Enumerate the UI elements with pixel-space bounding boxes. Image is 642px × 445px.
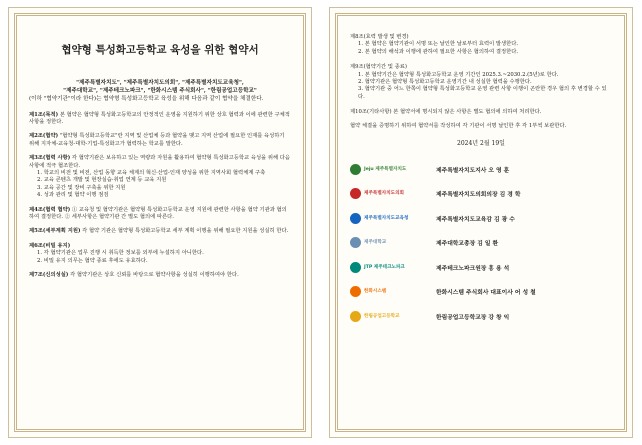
org-emblem-icon [350, 188, 361, 199]
article-heading: 제8조(효력 발생 및 변경) [350, 34, 409, 40]
article-body [29, 112, 291, 127]
article-item: 3. 협약기관 중 어느 한쪽이 협약형 특성화고등학교 운영 관련 사항 이행이 곤란한 경우 협의 후 변경할 수 있다. [358, 86, 607, 100]
signatory-name: 제주특별자치도의회의장 김 경 학 [436, 192, 521, 199]
article-heading: 제7조(신의성실) [29, 272, 69, 279]
article-item: 2. 본 협약의 해석과 이행에 관하여 필요한 사항은 협의하여 결정한다. [358, 48, 519, 55]
org-logo-text: 제주대학교 [364, 240, 387, 246]
page-border [14, 13, 306, 432]
signature-logo-cell [350, 157, 420, 182]
document-title: 협약형 특성화고등학교 육성을 위한 협약서 [61, 44, 259, 56]
org-logo [350, 286, 420, 297]
org-logo [350, 188, 420, 199]
signatory-name: 제주특별자치도교육감 김 광 수 [436, 216, 515, 223]
signatory-name: 제주특별자치도지사 오 영 훈 [436, 167, 510, 174]
article-list [350, 34, 612, 101]
signature-logo-cell [350, 280, 420, 305]
closing-statement: 협약 체결을 증명하기 위하여 협약서를 작성하여 각 기관이 서명 날인한 후 각 1부씩 보관한다. [350, 122, 567, 129]
signature-row [350, 255, 612, 280]
agreement-page-right [329, 7, 633, 438]
article-heading: 제1조(목적) [29, 111, 59, 118]
article-heading: 제4조(협력 협약) [29, 206, 71, 213]
article-heading: 제3조(협력 사항) [29, 155, 71, 162]
article-item: 1. 본 협약은 협약기관이 서명 또는 날인한 날로부터 효력이 발생한다. [358, 41, 519, 48]
article-5 [29, 228, 291, 235]
signature-row [350, 182, 612, 207]
signature-logo-cell [350, 182, 420, 207]
org-emblem-icon [350, 262, 361, 273]
article-7 [29, 272, 291, 279]
org-logo [350, 237, 420, 248]
org-emblem-icon [350, 164, 361, 175]
org-logo-text: 한림공업고등학교 [364, 313, 400, 319]
article-item: 1. 각 협약기관은 업무 진행 시 취득한 정보를 외부에 누설하지 아니한다. [37, 250, 204, 257]
article-item: 2. 교육 콘텐츠 개발 및 현장실습·취업 연계 등 교육 지원 [37, 177, 167, 184]
article-3 [29, 155, 291, 199]
article-heading: 제2조(협약) [29, 133, 59, 140]
article-9 [350, 64, 612, 101]
intro-paragraph [29, 79, 291, 104]
article-item: 1. 본 협약기간은 협약형 특성화고등학교 운영 기간인 2025.3.~2030.2.(5년)로 한다. [358, 71, 559, 78]
signature-row [350, 206, 612, 231]
signature-logo-cell [350, 231, 420, 256]
article-4 [29, 207, 291, 222]
signature-row [350, 280, 612, 305]
signature-row [350, 304, 612, 329]
parties-line-1: "제주특별자치도", "제주특별자치도의회", "제주특별자치도교육청", [76, 80, 244, 86]
org-logo-text: 제주특별자치도의회 [364, 191, 404, 197]
article-text: 본 협약은 협약형 특성화고등학교의 안정적인 운영을 지원하기 위한 상호 협력과 이에 관련한 구체적 사항을 정한다. [29, 111, 290, 126]
article-text: 각 협약기관은 보유하고 있는 역량과 자원을 활용하여 협약형 특성화고등학교 육성을 위해 다음 사항에 적극 협조한다. [29, 155, 291, 169]
article-6 [29, 243, 291, 265]
org-logo [350, 262, 420, 273]
intro-text: (이하 "협약기관"이라 한다)는 협약형 특성화고등학교 육성을 위해 다음과 같이 협약을 체결한다. [29, 96, 264, 103]
article-item: 3. 교육 공간 및 장비 구축을 위한 지원 [37, 184, 126, 191]
article-heading: 제6조(비밀 유지) [29, 242, 71, 249]
signature-row [350, 231, 612, 256]
article-heading: 제9조(협약기간 및 종료) [350, 64, 407, 71]
article-item: 2. 비밀 유지 의무는 협약 종료 후에도 유효하다. [37, 257, 148, 264]
page-border [335, 13, 627, 432]
org-emblem-icon [350, 237, 361, 248]
signatory-name: 한림공업고등학교장 강 창 익 [436, 314, 510, 321]
article-item: 1. 학교의 비전 및 비전, 산업 동향 교육 체계의 혁신·산업-인재 양성을 위한 지역사회 협력체계 구축 [37, 170, 266, 177]
org-logo-text: 제주특별자치도교육청 [364, 215, 409, 221]
article-text: 각 협약기관은 상호 신뢰를 바탕으로 협약사항을 성실히 이행하여야 한다. [68, 272, 239, 279]
signatory-name: 한화시스템 주식회사 대표이사 어 성 철 [436, 290, 536, 297]
article-list [29, 112, 291, 280]
article-body [29, 155, 291, 170]
article-text: 각 협약 기관은 협약형 특성화고등학교 세부 계획 이행을 위해 필요한 지원을 성실히 한다. [80, 228, 289, 235]
org-emblem-icon [350, 213, 361, 224]
article-1 [29, 112, 291, 127]
article-body [29, 272, 291, 279]
signatory-name: 제주대학교총장 김 일 환 [436, 241, 499, 248]
article-8 [350, 34, 612, 56]
signature-logo-cell [350, 255, 420, 280]
agreement-page-left [8, 7, 312, 438]
parties-line-2: "제주대학교", "제주테크노파크", "한화시스템 주식회사", "한림공업고등학교" [63, 88, 257, 95]
org-logo-text: JTP 제주테크노파크 [364, 264, 405, 270]
signing-date: 2024년 2월 19일 [457, 140, 505, 148]
signature-logo-cell [350, 304, 420, 329]
signature-table [350, 157, 612, 329]
article-body [29, 207, 291, 222]
org-logo-text: 한화시스템 [364, 289, 387, 295]
article-10: 제10조(기타사항) 본 협약서에 명시되지 않은 사항은 별도 협의에 의하여 처리한다. [350, 109, 542, 116]
article-text: ① 교육청 및 협약기관은 협약형 특성화고등학교 운영 지원에 관련한 사항을 협약 기관과 협의하여 결정한다. ② 세부사항은 협약기관 간 별도 협의에 따른다. [29, 206, 287, 221]
org-logo [350, 311, 420, 322]
article-text: "협약형 특성화고등학교"란 지역 및 산업체 등과 협약을 맺고 지역 산업에 필요한 인재를 육성하기 위해 지자체-교육청-대학-기업-특성화고가 협력하는 학교를 말한다. [29, 133, 285, 147]
signature-logo-cell [350, 206, 420, 231]
article-item: 2. 협약기관은 협약형 특성화고등학교 운영기간 내 성실한 협력을 수행한다. [358, 79, 532, 86]
org-logo [350, 164, 420, 175]
org-logo [350, 213, 420, 224]
article-heading: 제5조(세부계획 지원) [29, 228, 81, 235]
signatory-name: 제주테크노파크원장 홍 용 석 [436, 265, 510, 272]
org-logo-text: Jeju 제주특별자치도 [364, 166, 407, 172]
org-emblem-icon [350, 286, 361, 297]
org-emblem-icon [350, 311, 361, 322]
article-body [29, 228, 291, 235]
signature-row [350, 157, 612, 182]
article-item: 4. 성과 관리 및 협약 이행 점검 [37, 192, 109, 199]
article-2 [29, 133, 291, 148]
article-body [29, 133, 291, 148]
